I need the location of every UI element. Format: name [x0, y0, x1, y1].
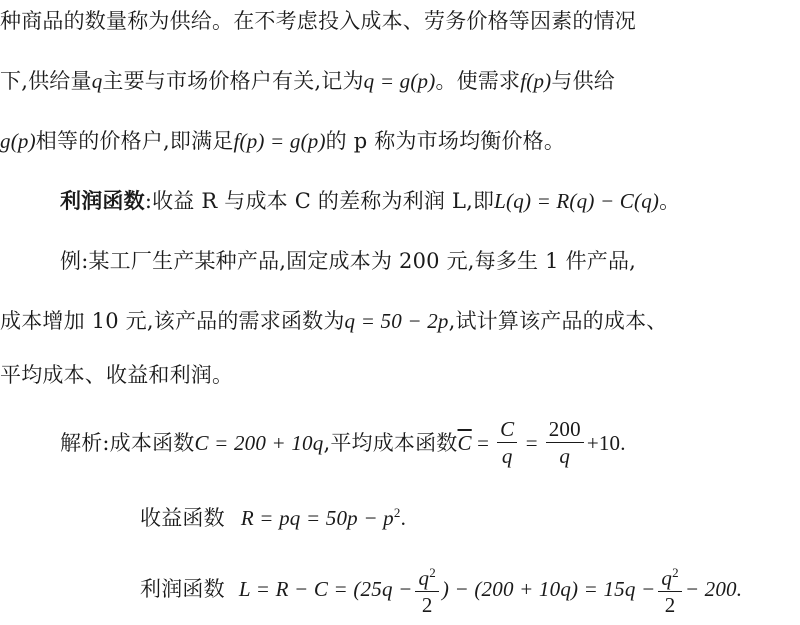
math-profit-definition: L(q) = R(q) − C(q) — [494, 189, 660, 213]
para1-line1 — [0, 6, 636, 36]
para1-line3 — [0, 126, 565, 156]
text-segment: 主要与市场价格户有关,记为 — [102, 69, 364, 93]
fraction-200-over-q — [546, 416, 584, 469]
math-revenue-function: R = pq = 50p − p — [240, 506, 394, 530]
revenue-label: 收益函数 — [140, 506, 225, 530]
math-tail: +10. — [586, 430, 626, 455]
fraction-q2-over-2 — [415, 560, 438, 618]
text-segment: 成本增加 10 元,该产品的需求函数为 — [0, 309, 345, 333]
para1-line2 — [0, 66, 615, 96]
math-supply-eq: q = g(p) — [363, 69, 436, 93]
para3-line1 — [60, 246, 636, 276]
fraction-denominator: q — [559, 444, 571, 468]
math-demand-f: f(p) — [520, 69, 552, 93]
math-equals: = — [524, 430, 539, 455]
para3-line2 — [0, 306, 667, 336]
profit-line — [140, 560, 742, 618]
text-segment: 。使需求 — [435, 69, 521, 93]
example-text: 例:某工厂生产某种产品,固定成本为 200 元,每多生 1 件产品, — [60, 249, 637, 273]
math-supply-g: g(p) — [0, 129, 36, 153]
math-profit-part-a: L = R − C = (25q − — [238, 577, 413, 601]
math-exponent: 2 — [393, 505, 401, 520]
profit-label: 利润函数 — [140, 577, 225, 601]
text-segment: 与供给 — [551, 69, 615, 93]
fraction-numerator: 200 — [546, 416, 584, 443]
math-profit-part-b: ) − (200 + 10q) = 15q − — [441, 577, 656, 601]
fraction-numerator: C — [497, 416, 517, 443]
text-segment: 。 — [659, 189, 681, 213]
text-segment: ,平均成本函数 — [323, 430, 458, 455]
solution-label: 解析:成本函数 — [60, 430, 195, 455]
text-segment: 相等的价格户,即满足 — [35, 129, 234, 153]
fraction-denominator: 2 — [421, 593, 433, 617]
fraction-numerator: q — [418, 566, 430, 590]
math-average-cost-symbol: $\overline{C}$ — [457, 430, 472, 455]
para2-line — [60, 186, 680, 216]
profit-function-heading: 利润函数 — [60, 188, 145, 213]
para3-line3 — [0, 360, 233, 390]
math-cost-function: C = 200 + 10q — [194, 430, 324, 455]
fraction-numerator: q — [661, 566, 673, 590]
fraction-q2-over-2 — [658, 560, 681, 618]
math-equals: = — [475, 430, 491, 455]
fraction-c-over-q — [497, 416, 517, 469]
text-segment: 的 p 称为市场均衡价格。 — [325, 129, 566, 153]
fraction-denominator: q — [501, 444, 513, 468]
math-equilibrium-eq: f(p) = g(p) — [233, 129, 326, 153]
math-exponent: 2 — [672, 565, 679, 580]
fraction-denominator: 2 — [664, 593, 676, 617]
solution-line — [60, 416, 626, 469]
math-demand-function: q = 50 − 2p — [344, 309, 449, 333]
text-segment: 平均成本、收益和利润。 — [0, 363, 234, 387]
math-exponent: 2 — [429, 565, 436, 580]
para1-line1-text: 种商品的数量称为供给。在不考虑投入成本、劳务价格等因素的情况 — [0, 9, 636, 33]
math-var-q: q — [91, 69, 103, 93]
text-segment: ,试计算该产品的成本、 — [448, 309, 668, 333]
text-segment: :收益 R 与成本 C 的差称为利润 L,即 — [144, 189, 495, 213]
text-segment: 下,供给量 — [0, 69, 92, 93]
text-segment: . — [400, 506, 407, 530]
revenue-line — [140, 498, 406, 533]
math-profit-part-c: − 200. — [684, 577, 743, 601]
